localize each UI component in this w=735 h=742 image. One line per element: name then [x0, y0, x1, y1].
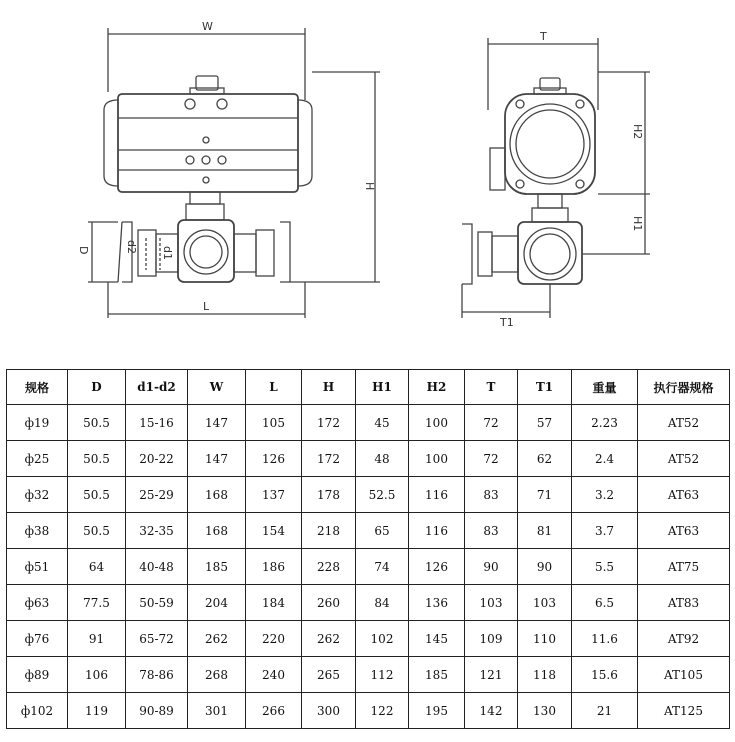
- table-cell: 48: [356, 441, 409, 477]
- header-cell: W: [188, 370, 246, 405]
- spec-table: [6, 369, 730, 729]
- table-cell: 172: [302, 405, 356, 441]
- table-cell: 130: [518, 693, 572, 729]
- table-cell: 260: [302, 585, 356, 621]
- table-cell: 168: [188, 477, 246, 513]
- table-cell: 3.7: [572, 513, 638, 549]
- table-cell: 172: [302, 441, 356, 477]
- table-cell: 50-59: [126, 585, 188, 621]
- table-cell: 301: [188, 693, 246, 729]
- table-cell: 116: [409, 513, 465, 549]
- table-cell: 3.2: [572, 477, 638, 513]
- header-cell: d1-d2: [126, 370, 188, 405]
- table-cell: 105: [246, 405, 302, 441]
- table-cell: 185: [188, 549, 246, 585]
- table-cell: 262: [302, 621, 356, 657]
- table-cell: 116: [409, 477, 465, 513]
- table-cell: 119: [68, 693, 126, 729]
- table-cell: 20-22: [126, 441, 188, 477]
- header-cell: 规格: [7, 370, 68, 405]
- table-cell: AT125: [638, 693, 730, 729]
- table-cell: 21: [572, 693, 638, 729]
- table-cell: AT92: [638, 621, 730, 657]
- table-row: [7, 657, 730, 693]
- table-cell: 147: [188, 405, 246, 441]
- header-cell: H: [302, 370, 356, 405]
- table-cell: AT63: [638, 477, 730, 513]
- table-cell: 109: [465, 621, 518, 657]
- table-cell: ф38: [7, 513, 68, 549]
- table-cell: ф51: [7, 549, 68, 585]
- table-cell: AT63: [638, 513, 730, 549]
- table-cell: 50.5: [68, 405, 126, 441]
- table-cell: 142: [465, 693, 518, 729]
- table-cell: 228: [302, 549, 356, 585]
- table-cell: 168: [188, 513, 246, 549]
- table-cell: 100: [409, 405, 465, 441]
- header-cell: H2: [409, 370, 465, 405]
- table-cell: 240: [246, 657, 302, 693]
- technical-drawing: [0, 0, 735, 365]
- table-cell: 72: [465, 441, 518, 477]
- table-cell: 122: [356, 693, 409, 729]
- table-cell: 15-16: [126, 405, 188, 441]
- table-cell: 126: [246, 441, 302, 477]
- table-cell: 40-48: [126, 549, 188, 585]
- table-cell: AT75: [638, 549, 730, 585]
- table-cell: ф76: [7, 621, 68, 657]
- table-cell: 50.5: [68, 513, 126, 549]
- table-cell: 147: [188, 441, 246, 477]
- dim-label-L: L: [203, 300, 210, 313]
- dim-label-D: D: [77, 246, 90, 255]
- table-cell: 25-29: [126, 477, 188, 513]
- table-cell: 91: [68, 621, 126, 657]
- table-cell: 195: [409, 693, 465, 729]
- table-cell: 300: [302, 693, 356, 729]
- front-view: [88, 28, 380, 318]
- table-cell: 2.23: [572, 405, 638, 441]
- table-row: [7, 513, 730, 549]
- header-cell: 重量: [572, 370, 638, 405]
- table-cell: 145: [409, 621, 465, 657]
- table-cell: AT52: [638, 441, 730, 477]
- table-cell: 83: [465, 513, 518, 549]
- table-cell: 118: [518, 657, 572, 693]
- dim-label-d2: d2: [125, 240, 138, 254]
- table-cell: 50.5: [68, 441, 126, 477]
- table-cell: 265: [302, 657, 356, 693]
- table-cell: 6.5: [572, 585, 638, 621]
- table-cell: 90: [465, 549, 518, 585]
- table-cell: 262: [188, 621, 246, 657]
- header-cell: T1: [518, 370, 572, 405]
- table-row: [7, 549, 730, 585]
- table-cell: 137: [246, 477, 302, 513]
- table-cell: 32-35: [126, 513, 188, 549]
- table-cell: 100: [409, 441, 465, 477]
- table-cell: 65-72: [126, 621, 188, 657]
- table-cell: 57: [518, 405, 572, 441]
- table-cell: 15.6: [572, 657, 638, 693]
- table-cell: 65: [356, 513, 409, 549]
- table-cell: 72: [465, 405, 518, 441]
- table-cell: ф19: [7, 405, 68, 441]
- dim-label-H: H: [363, 182, 376, 191]
- table-cell: 81: [518, 513, 572, 549]
- table-header-row: [7, 370, 730, 405]
- table-cell: ф89: [7, 657, 68, 693]
- table-cell: 52.5: [356, 477, 409, 513]
- table-cell: 102: [356, 621, 409, 657]
- table-cell: 266: [246, 693, 302, 729]
- table-row: [7, 585, 730, 621]
- table-cell: 78-86: [126, 657, 188, 693]
- header-cell: D: [68, 370, 126, 405]
- table-cell: 184: [246, 585, 302, 621]
- table-cell: 90: [518, 549, 572, 585]
- dim-label-d1: d1: [161, 246, 174, 260]
- table-row: [7, 405, 730, 441]
- table-cell: 154: [246, 513, 302, 549]
- table-cell: ф63: [7, 585, 68, 621]
- table-cell: 126: [409, 549, 465, 585]
- table-cell: 103: [465, 585, 518, 621]
- table-cell: 178: [302, 477, 356, 513]
- table-cell: AT105: [638, 657, 730, 693]
- table-cell: 50.5: [68, 477, 126, 513]
- table-cell: AT52: [638, 405, 730, 441]
- table-cell: 112: [356, 657, 409, 693]
- header-cell: L: [246, 370, 302, 405]
- dim-label-W: W: [202, 20, 213, 33]
- table-cell: 71: [518, 477, 572, 513]
- table-cell: 186: [246, 549, 302, 585]
- table-cell: 106: [68, 657, 126, 693]
- table-cell: 5.5: [572, 549, 638, 585]
- table-cell: 220: [246, 621, 302, 657]
- table-cell: 110: [518, 621, 572, 657]
- table-cell: 185: [409, 657, 465, 693]
- table-cell: AT83: [638, 585, 730, 621]
- header-cell: T: [465, 370, 518, 405]
- table-cell: 2.4: [572, 441, 638, 477]
- dim-label-T: T: [540, 30, 547, 43]
- table-cell: ф102: [7, 693, 68, 729]
- table-cell: 121: [465, 657, 518, 693]
- side-view: [462, 38, 650, 318]
- table-row: [7, 693, 730, 729]
- table-cell: 45: [356, 405, 409, 441]
- table-cell: 204: [188, 585, 246, 621]
- table-cell: 136: [409, 585, 465, 621]
- table-row: [7, 477, 730, 513]
- header-cell: 执行器规格: [638, 370, 730, 405]
- table-cell: 11.6: [572, 621, 638, 657]
- table-cell: 84: [356, 585, 409, 621]
- table-cell: 268: [188, 657, 246, 693]
- table-cell: 64: [68, 549, 126, 585]
- table-cell: ф32: [7, 477, 68, 513]
- table-cell: ф25: [7, 441, 68, 477]
- table-cell: 103: [518, 585, 572, 621]
- dim-label-H2: H2: [631, 124, 644, 140]
- table-row: [7, 621, 730, 657]
- table-cell: 74: [356, 549, 409, 585]
- table-cell: 90-89: [126, 693, 188, 729]
- dim-label-T1: T1: [500, 316, 514, 329]
- table-cell: 218: [302, 513, 356, 549]
- table-cell: 77.5: [68, 585, 126, 621]
- header-cell: H1: [356, 370, 409, 405]
- dim-label-H1: H1: [631, 216, 644, 232]
- table-cell: 83: [465, 477, 518, 513]
- table-cell: 62: [518, 441, 572, 477]
- table-row: [7, 441, 730, 477]
